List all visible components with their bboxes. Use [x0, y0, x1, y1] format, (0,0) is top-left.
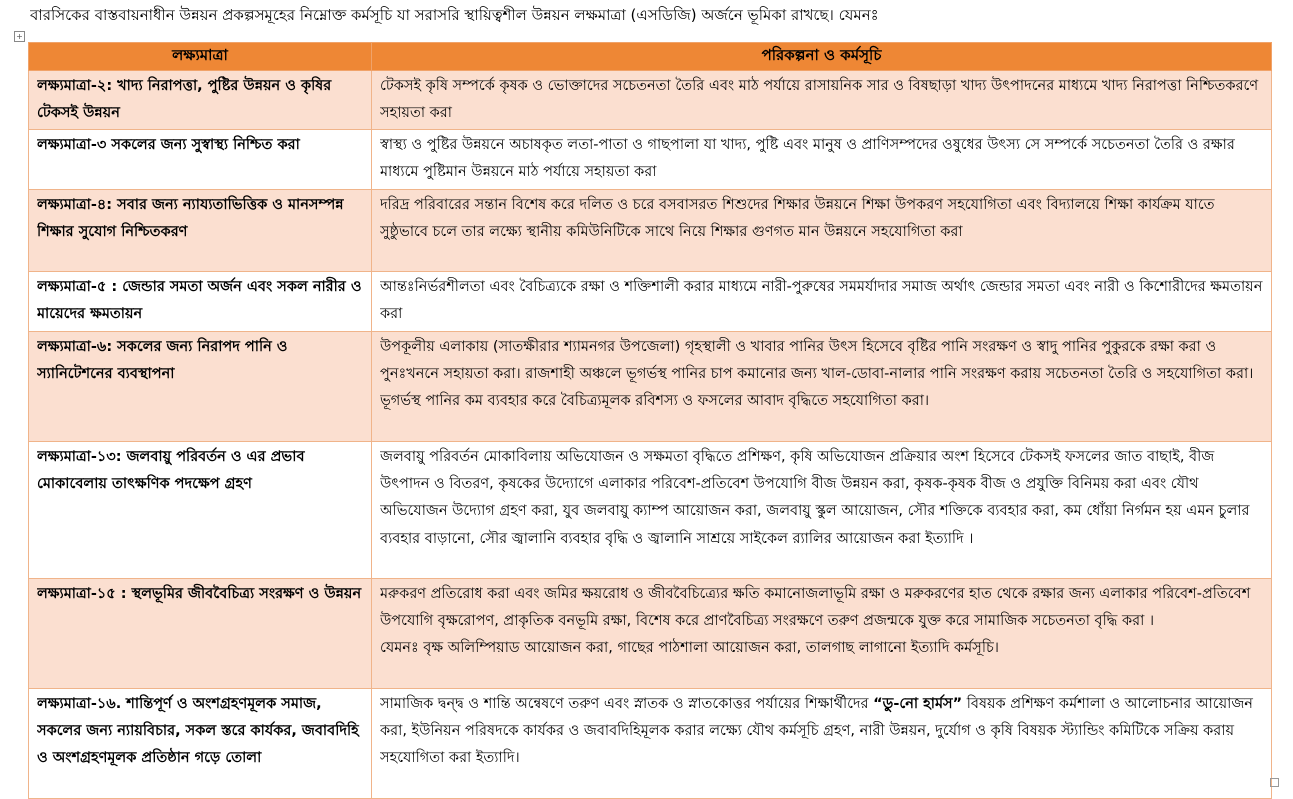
table-row	[29, 71, 1272, 130]
do-no-harm-bold-text: “ডু-নো হার্মস”	[873, 695, 963, 712]
plan-text: উপকূলীয় এলাকায় (সাতক্ষীরার শ্যামনগর উপজেলা) গৃহস্থালী ও খাবার পানির উৎস হিসেবে বৃষ্টির পানি সংরক্ষণ ও স্বাদু পানির পুকুরকে রক্ষা করা ও পুনঃখননে সহায়তা করা। রাজশাহী অঞ্চলে ভূগর্ভস্থ পানির চাপ কমানোর জন্য খাল-ডোবা-নালার পানি সংরক্ষণ করায় সচেতনতা তৈরি ও সহযোগিতা করা। ভূগর্ভস্থ পানির কম ব্যবহার করে বৈচিত্র্যমূলক রবিশস্য ও ফসলের আবাদ বৃদ্ধিতে সহযোগিতা করা।	[380, 338, 1254, 410]
plan-cell	[372, 271, 1272, 331]
plan-cell	[372, 189, 1272, 271]
plan-text-part: সামাজিক দ্বন্দ্ব ও শান্তি অন্বেষণে তরুণ এবং স্নাতক ও স্নাতকোত্তর পর্যায়ের শিক্ষার্থীদের	[380, 695, 874, 712]
goal-cell	[29, 130, 372, 190]
goal-cell	[29, 71, 372, 130]
goal-text: লক্ষ্যমাত্রা-১৩: জলবায়ু পরিবর্তন ও এর প্রভাব মোকাবেলায় তাৎক্ষণিক পদক্ষেপ গ্রহণ	[37, 448, 305, 493]
intro-paragraph: বারসিকের বাস্তবায়নাধীন উন্নয়ন প্রকল্পসমূহের নিম্নোক্ত কর্মসূচি যা সরাসরি স্থায়িত্বশীল উন্নয়ন লক্ষমাত্রা (এসডিজি) অর্জনে ভূমিকা রাখছে। যেমনঃ	[30, 6, 879, 24]
table-row	[29, 578, 1272, 688]
plan-text: স্বাস্থ্য ও পুষ্টির উন্নয়নে অচাষকৃত লতা-পাতা ও গাছপালা যা খাদ্য, পুষ্টি এবং মানুষ ও প্রাণিসম্পদের ওষুধের উৎস্য সে সম্পর্কে সচেতনতা তৈরি ও রক্ষার মাধ্যমে পুষ্টিমান উন্নয়নে মাঠ পর্যায়ে সহায়তা করা	[380, 137, 1235, 181]
goal-text: লক্ষ্যমাত্রা-২: খাদ্য নিরাপত্তা, পুষ্টির উন্নয়ন ও কৃষির টেকসই উন্নয়ন	[37, 78, 332, 122]
plan-cell	[372, 130, 1272, 190]
plan-cell	[372, 578, 1272, 688]
table-row	[29, 271, 1272, 331]
goal-cell	[29, 331, 372, 441]
goal-cell	[29, 441, 372, 578]
table-row	[29, 441, 1272, 578]
goal-cell	[29, 578, 372, 688]
goal-text: লক্ষ্যমাত্রা-৩ সকলের জন্য সুস্বাস্থ্য নিশ্চিত করা	[37, 137, 300, 153]
plan-text: টেকসই কৃষি সম্পর্কে কৃষক ও ভোক্তাদের সচেতনতা তৈরি এবং মাঠ পর্যায়ে রাসায়নিক সার ও বিষছাড়া খাদ্য উৎপাদনের মাধ্যমে খাদ্য নিরাপত্তা নিশ্চিতকরণে সহায়তা করা	[380, 78, 1259, 122]
table-row	[29, 189, 1272, 271]
goal-cell	[29, 688, 372, 798]
table-header-row	[29, 43, 1272, 71]
plan-text: আন্তঃনির্ভরশীলতা এবং বৈচিত্র্যকে রক্ষা ও শক্তিশালী করার মাধ্যমে নারী-পুরুষের সমমর্যাদার সমাজ অর্থাৎ জেন্ডার সমতা এবং নারী ও কিশোরীদের ক্ষমতায়ন করা	[380, 278, 1263, 323]
table-row	[29, 130, 1272, 190]
plan-cell	[372, 688, 1272, 798]
goal-text: লক্ষ্যমাত্রা-৪: সবার জন্য ন্যায্যতাভিত্তিক ও মানসম্পন্ন শিক্ষার সুযোগ নিশ্চিতকরণ	[37, 196, 344, 241]
plan-cell	[372, 331, 1272, 441]
header-plan: পরিকল্পনা ও কর্মসূচি	[372, 43, 1272, 71]
header-goal: লক্ষ্যমাত্রা	[29, 43, 372, 71]
plan-example-text: যেমনঃ বৃক্ষ অলিম্পিয়াড আয়োজন করা, গাছের পাঠশালা আয়োজন করা, তালগাছ লাগানো ইত্যাদি কর্মসূচি।	[380, 640, 999, 657]
plan-main-text: মরুকরণ প্রতিরোধ করা এবং জমির ক্ষয়রোধ ও জীববৈচিত্র্যের ক্ষতি কমানোজলাভূমি রক্ষা ও মরুকরণের হাত থেকে রক্ষার জন্য এলাকার পরিবেশ-প্রতিবেশ উপযোগি বৃক্ষরোপণ, প্রাকৃতিক বনভূমি রক্ষা, বিশেষ করে প্রাণবৈচিত্র্য সংরক্ষণে তরুণ প্রজন্মকে যুক্ত করে সামাজিক সচেতনতা বৃদ্ধি করা ।	[380, 585, 1251, 630]
goal-cell	[29, 271, 372, 331]
plan-text	[380, 581, 1265, 663]
goal-cell	[29, 189, 372, 271]
table-move-handle-icon[interactable]: +	[14, 31, 25, 42]
goal-text: লক্ষ্যমাত্রা-১৫ : স্থলভূমির জীববৈচিত্র্য সংরক্ষণ ও উন্নয়ন	[37, 585, 362, 602]
plan-text: দরিদ্র পরিবারের সন্তান বিশেষ করে দলিত ও চরে বসবাসরত শিশুদের শিক্ষার উন্নয়নে শিক্ষা উপকরণ সহযোগিতা এবং বিদ্যালয়ে শিক্ষা কার্যক্রম যাতে সুষ্ঠুভাবে চলে তার লক্ষ্যে স্থানীয় কমিউনিটিকে সাথে নিয়ে শিক্ষার গুণগত মান উন্নয়নে সহযোগিতা করা	[380, 196, 1215, 241]
plan-cell	[372, 71, 1272, 130]
plan-text: জলবায়ু পরিবর্তন মোকাবিলায় অভিযোজন ও সক্ষমতা বৃদ্ধিতে প্রশিক্ষণ, কৃষি অভিযোজন প্রক্রিয়ার অংশ হিসেবে টেকসই ফসলের জাত বাছাই, বীজ উৎপাদন ও বিতরণ, কৃষকের উদ্যোগে এলাকার পরিবেশ-প্রতিবেশ উপযোগি বীজ উন্নয়ন করা, কৃষক-কৃষক বীজ ও প্রযুক্তি বিনিময় করা এবং যৌথ অভিযোজন উদ্যোগ গ্রহণ করা, যুব জলবায়ু ক্যাম্প আয়োজন করা, জলবায়ু স্কুল আয়োজন, সৌর শক্তিকে ব্যবহার করা, কম ধোঁয়া নির্গমন হয় এমন চুলার ব্যবহার বাড়ানো, সৌর জ্বালানি ব্যবহার বৃদ্ধি ও জ্বালানি সাশ্রয়ে সাইকেল র‌্যালির আয়োজন করা ইত্যাদি ।	[380, 448, 1250, 547]
plan-cell	[372, 441, 1272, 578]
table-resize-handle-icon[interactable]	[1270, 778, 1279, 787]
table-row	[29, 688, 1272, 798]
plan-text	[380, 691, 1265, 773]
goal-text: লক্ষ্যমাত্রা-৫ : জেন্ডার সমতা অর্জন এবং সকল নারীর ও মায়েদের ক্ষমতায়ন	[37, 278, 362, 323]
goal-text: লক্ষ্যমাত্রা-১৬. শান্তিপূর্ণ ও অংশগ্রহণমূলক সমাজ, সকলের জন্য ন্যায়বিচার, সকল স্তরে কার্যকর, জবাবদিহি ও অংশগ্রহণমূলক প্রতিষ্ঠান গড়ে তোলা	[37, 695, 359, 767]
plan-text-part: বিষয়ক প্রশিক্ষণ কর্মশালা ও আলোচনার আয়োজন করা, ইউনিয়ন পরিষদকে কার্যকর ও জবাবদিহিমূলক করার লক্ষ্যে যৌথ কর্মসূচি গ্রহণ, নারী উন্নয়ন, দুর্যোগ ও কৃষি বিষয়ক স্ট্যান্ডিং কমিটিকে সক্রিয় করায় সহযোগিতা করা ইত্যাদি।	[380, 695, 1253, 767]
table-row	[29, 331, 1272, 441]
goal-text: লক্ষ্যমাত্রা-৬: সকলের জন্য নিরাপদ পানি ও স্যানিটেশনের ব্যবস্থাপনা	[37, 338, 288, 383]
sdg-table	[28, 42, 1272, 799]
